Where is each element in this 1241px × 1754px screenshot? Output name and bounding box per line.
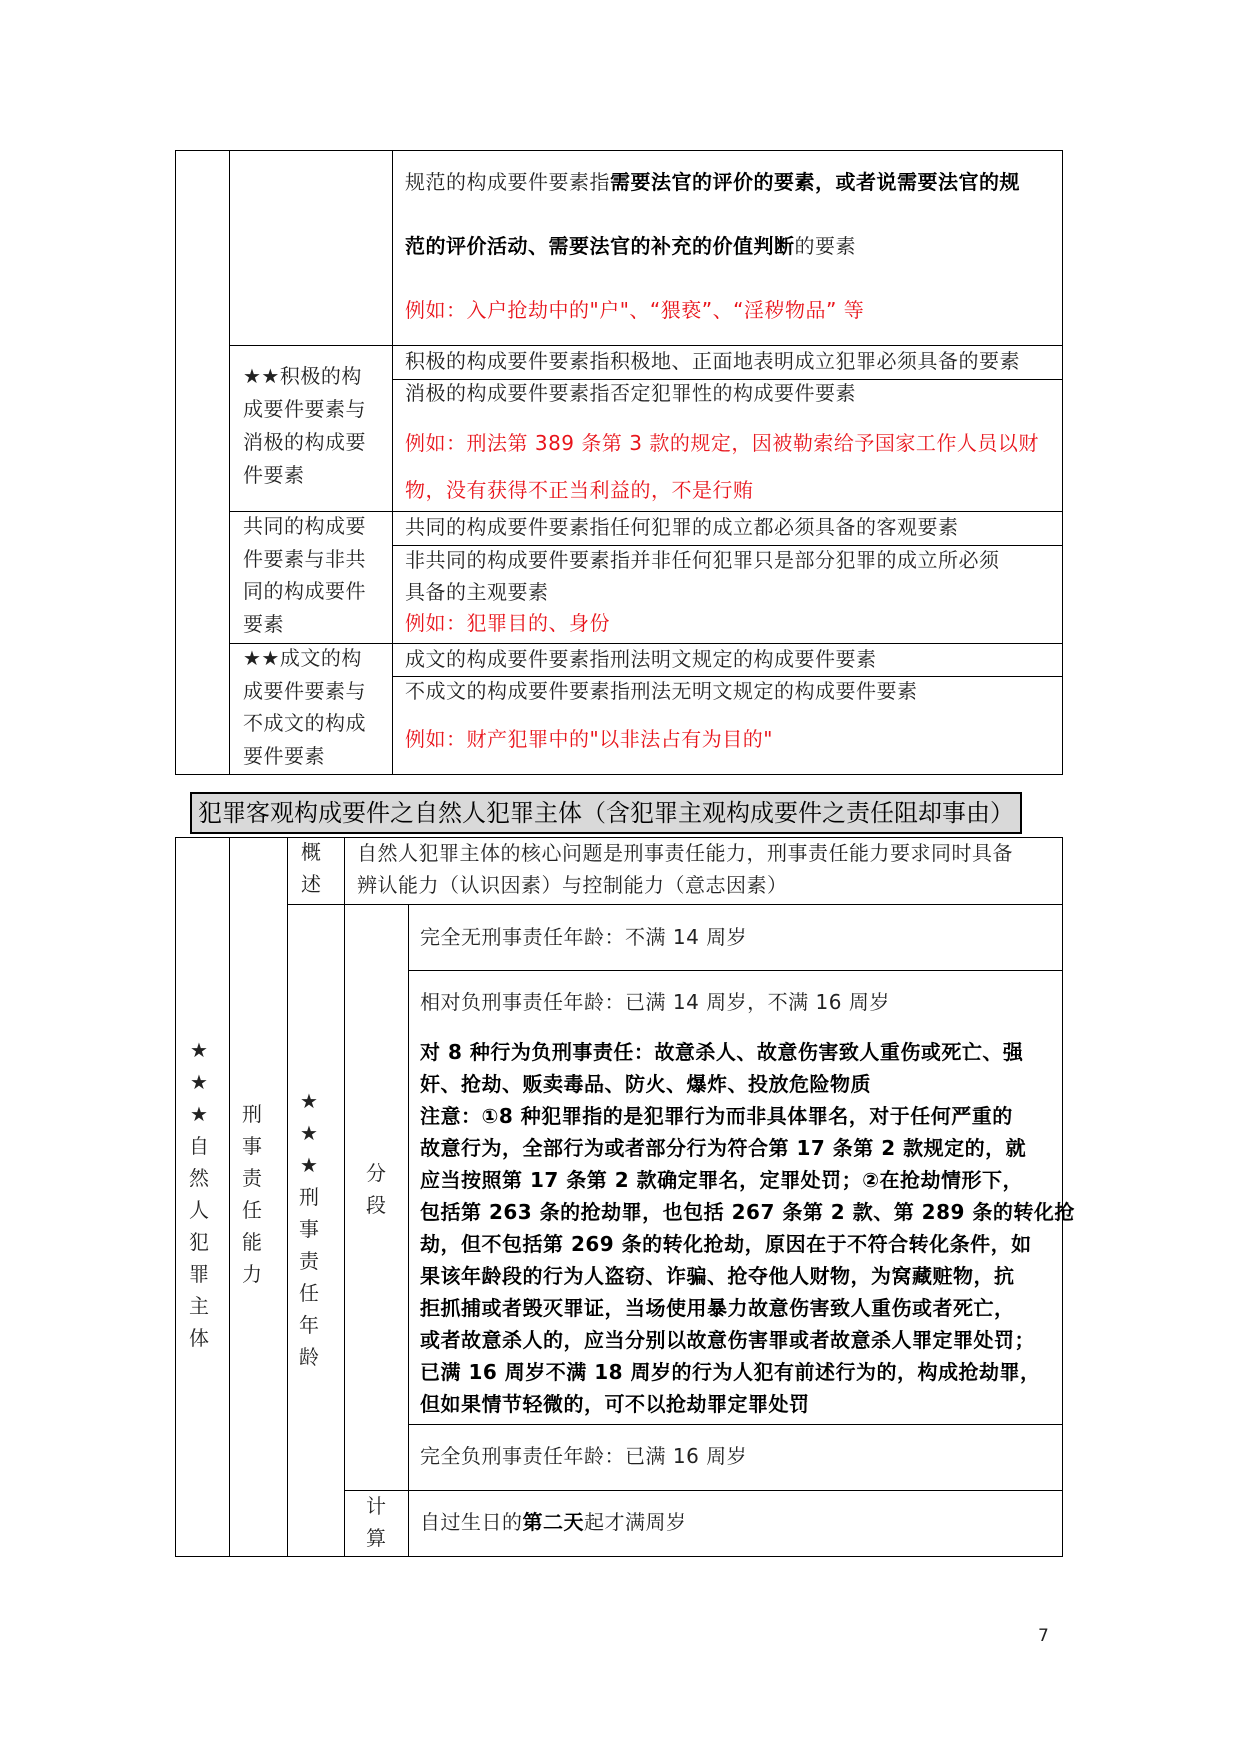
- stage-no-liability: 完全无刑事责任年龄：不满 14 周岁: [420, 925, 748, 949]
- criminal-capacity-label: 刑 事 责 任 能 力: [242, 1102, 262, 1286]
- row1-line1: 规范的构成要件要素指需要法官的评价的要素，或者说需要法官的规: [405, 170, 1020, 194]
- row4-example: 例如：财产犯罪中的"以非法占有为目的": [405, 727, 773, 751]
- calculation-label: 计 算: [366, 1494, 386, 1550]
- row4-written: 成文的构成要件要素指刑法明文规定的构成要件要素: [405, 647, 877, 671]
- calculation-text: 自过生日的第二天起才满周岁: [420, 1510, 687, 1534]
- row2-positive: 积极的构成要件要素指积极地、正面地表明成立犯罪必须具备的要素: [405, 349, 1020, 373]
- overview-label: 概 述: [301, 840, 321, 896]
- row3-noncommon-2: 具备的主观要素: [405, 580, 549, 604]
- row2-example-2: 物，没有获得不正当利益的，不是行贿: [405, 478, 754, 502]
- row4-unwritten: 不成文的构成要件要素指刑法无明文规定的构成要件要素: [405, 679, 918, 703]
- natural-person-subject-label: ★ ★ ★ 自 然 人 犯 罪 主 体: [189, 1038, 209, 1350]
- row1-example: 例如：入户抢劫中的"户"、“猥亵”、“淫秽物品” 等: [405, 298, 865, 322]
- stage-full-liability: 完全负刑事责任年龄：已满 16 周岁: [420, 1444, 748, 1468]
- overview-line-2: 辨认能力（认识因素）与控制能力（意志因素）: [357, 873, 788, 897]
- row2-negative: 消极的构成要件要素指否定犯罪性的构成要件要素: [405, 381, 856, 405]
- row3-example: 例如：犯罪目的、身份: [405, 611, 610, 635]
- overview-line-1: 自然人犯罪主体的核心问题是刑事责任能力，刑事责任能力要求同时具备: [357, 841, 1013, 865]
- stage-label: 分 段: [366, 1161, 386, 1217]
- row1-line2: 范的评价活动、需要法官的补充的价值判断的要素: [405, 234, 856, 258]
- page-number: 7: [1038, 1626, 1050, 1646]
- row2-example-1: 例如：刑法第 389 条第 3 款的规定，因被勒索给予国家工作人员以财: [405, 431, 1039, 455]
- row3-noncommon-1: 非共同的构成要件要素指并非任何犯罪只是部分犯罪的成立所必须: [405, 548, 1000, 572]
- stage-relative-liability: 相对负刑事责任年龄：已满 14 周岁，不满 16 周岁: [420, 990, 890, 1014]
- criminal-age-label: ★ ★ ★ 刑 事 责 任 年 龄: [299, 1089, 319, 1369]
- section-heading: 犯罪客观构成要件之自然人犯罪主体（含犯罪主观构成要件之责任阻却事由）: [190, 792, 1022, 834]
- row3-common: 共同的构成要件要素指任何犯罪的成立都必须具备的客观要素: [405, 515, 959, 539]
